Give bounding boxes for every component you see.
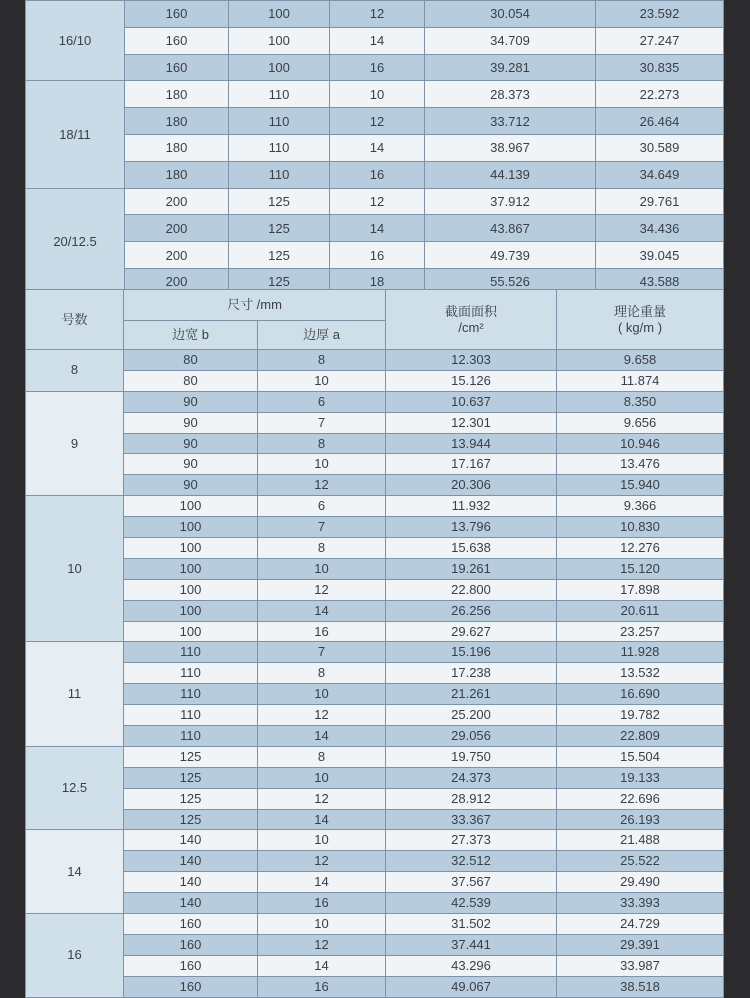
table-cell: 14: [258, 955, 386, 976]
table-cell: 180: [125, 108, 229, 135]
table-cell: 15.940: [557, 475, 724, 496]
table-cell: 80: [124, 350, 258, 371]
table-cell: 13.532: [557, 663, 724, 684]
table-cell: 26.464: [596, 108, 724, 135]
table-row: [26, 350, 724, 371]
table-cell: 200: [125, 268, 229, 295]
table-row: [26, 558, 724, 579]
table-row: [26, 579, 724, 600]
angle-number-cell: 20/12.5: [26, 188, 125, 295]
table-cell: 16.690: [557, 684, 724, 705]
table-cell: 125: [124, 746, 258, 767]
table-cell: 200: [125, 188, 229, 215]
table-cell: 6: [258, 496, 386, 517]
table-row: [26, 914, 724, 935]
table-cell: 8.350: [557, 391, 724, 412]
table-cell: 27.373: [386, 830, 557, 851]
table-cell: 100: [124, 600, 258, 621]
table-row: [26, 851, 724, 872]
table-cell: 43.867: [425, 215, 596, 242]
table-cell: 160: [125, 27, 229, 54]
table-cell: 15.196: [386, 642, 557, 663]
table-cell: 125: [124, 809, 258, 830]
table-cell: 49.739: [425, 242, 596, 269]
table-cell: 14: [258, 600, 386, 621]
table-cell: 14: [330, 27, 425, 54]
angle-number-cell: 11: [26, 642, 124, 746]
table-cell: 16: [258, 976, 386, 997]
table-cell: 10: [330, 81, 425, 108]
table-cell: 26.193: [557, 809, 724, 830]
table-cell: 180: [125, 161, 229, 188]
table-cell: 8: [258, 538, 386, 559]
table-cell: 160: [124, 914, 258, 935]
table-cell: 16: [258, 621, 386, 642]
angle-number-cell: 18/11: [26, 81, 125, 188]
table-cell: 30.589: [596, 134, 724, 161]
equal-angle-table-header: [26, 290, 724, 350]
table-cell: 34.436: [596, 215, 724, 242]
table-cell: 180: [125, 134, 229, 161]
table-cell: 100: [124, 517, 258, 538]
header-number: 号数: [26, 290, 124, 350]
table-cell: 31.502: [386, 914, 557, 935]
angle-number-cell: 10: [26, 496, 124, 642]
table-cell: 160: [124, 955, 258, 976]
table-row: [26, 433, 724, 454]
table-cell: 18: [330, 268, 425, 295]
table-cell: 12.276: [557, 538, 724, 559]
table-row: [26, 496, 724, 517]
table-row: [26, 955, 724, 976]
table-row: [26, 893, 724, 914]
table-cell: 16: [330, 54, 425, 81]
table-cell: 12: [330, 1, 425, 28]
angle-number-cell: 12.5: [26, 746, 124, 830]
table-cell: 140: [124, 830, 258, 851]
table-cell: 33.367: [386, 809, 557, 830]
table-cell: 10: [258, 558, 386, 579]
table-cell: 110: [124, 726, 258, 747]
table-cell: 12: [330, 188, 425, 215]
table-cell: 21.488: [557, 830, 724, 851]
angle-number-cell: 16: [26, 914, 124, 998]
unequal-angle-table-body: [26, 1, 724, 296]
table-cell: 140: [124, 872, 258, 893]
table-cell: 10: [258, 914, 386, 935]
table-row: [26, 788, 724, 809]
table-row: [26, 54, 724, 81]
table-row: [26, 81, 724, 108]
table-row: [26, 726, 724, 747]
table-cell: 125: [229, 215, 330, 242]
table-cell: 17.238: [386, 663, 557, 684]
table-cell: 27.247: [596, 27, 724, 54]
table-row: [26, 642, 724, 663]
header-area-line1: 截面面积: [445, 303, 498, 319]
table-cell: 180: [125, 81, 229, 108]
table-row: [26, 27, 724, 54]
table-cell: 110: [229, 108, 330, 135]
table-cell: 33.393: [557, 893, 724, 914]
table-row: [26, 188, 724, 215]
table-cell: 110: [124, 684, 258, 705]
table-cell: 17.898: [557, 579, 724, 600]
table-cell: 33.712: [425, 108, 596, 135]
table-row: [26, 242, 724, 269]
table-cell: 29.627: [386, 621, 557, 642]
equal-angle-table-body: [26, 350, 724, 998]
table-cell: 55.526: [425, 268, 596, 295]
table-cell: 11.928: [557, 642, 724, 663]
table-cell: 17.167: [386, 454, 557, 475]
table-cell: 8: [258, 663, 386, 684]
table-cell: 9.656: [557, 412, 724, 433]
table-cell: 100: [229, 54, 330, 81]
table-cell: 8: [258, 746, 386, 767]
table-cell: 37.912: [425, 188, 596, 215]
table-cell: 29.056: [386, 726, 557, 747]
table-cell: 110: [124, 642, 258, 663]
table-cell: 200: [125, 242, 229, 269]
table-cell: 22.273: [596, 81, 724, 108]
table-cell: 32.512: [386, 851, 557, 872]
table-cell: 140: [124, 851, 258, 872]
table-cell: 11.932: [386, 496, 557, 517]
table-cell: 23.592: [596, 1, 724, 28]
table-cell: 125: [124, 767, 258, 788]
table-cell: 22.696: [557, 788, 724, 809]
table-row: [26, 134, 724, 161]
table-cell: 90: [124, 475, 258, 496]
table-cell: 20.306: [386, 475, 557, 496]
table-cell: 16: [258, 893, 386, 914]
table-cell: 110: [229, 161, 330, 188]
table-cell: 37.567: [386, 872, 557, 893]
unequal-angle-table: [25, 0, 724, 296]
table-cell: 12: [258, 851, 386, 872]
table-cell: 160: [124, 934, 258, 955]
table-cell: 43.296: [386, 955, 557, 976]
table-cell: 44.139: [425, 161, 596, 188]
table-cell: 8: [258, 350, 386, 371]
table-cell: 10.830: [557, 517, 724, 538]
table-row: [26, 976, 724, 997]
table-cell: 9.658: [557, 350, 724, 371]
table-cell: 140: [124, 893, 258, 914]
table-cell: 39.045: [596, 242, 724, 269]
table-cell: 110: [229, 134, 330, 161]
table-cell: 33.987: [557, 955, 724, 976]
table-cell: 14: [258, 809, 386, 830]
table-cell: 19.261: [386, 558, 557, 579]
table-row: [26, 108, 724, 135]
table-cell: 19.133: [557, 767, 724, 788]
table-cell: 110: [229, 81, 330, 108]
table-cell: 14: [330, 215, 425, 242]
table-cell: 10: [258, 767, 386, 788]
table-cell: 100: [124, 496, 258, 517]
table-row: [26, 454, 724, 475]
table-cell: 10.946: [557, 433, 724, 454]
table-cell: 38.967: [425, 134, 596, 161]
table-row: [26, 475, 724, 496]
header-weight-line2: ( kg/m ): [617, 319, 663, 335]
table-cell: 23.257: [557, 621, 724, 642]
table-cell: 25.522: [557, 851, 724, 872]
table-cell: 100: [124, 538, 258, 559]
table-row: [26, 830, 724, 851]
table-cell: 29.391: [557, 934, 724, 955]
equal-angle-table: [25, 289, 724, 998]
table-cell: 13.944: [386, 433, 557, 454]
table-cell: 24.729: [557, 914, 724, 935]
table-cell: 15.504: [557, 746, 724, 767]
table-row: [26, 600, 724, 621]
table-cell: 12: [330, 108, 425, 135]
table-cell: 14: [258, 872, 386, 893]
table-cell: 42.539: [386, 893, 557, 914]
table-row: [26, 215, 724, 242]
table-row: [26, 412, 724, 433]
table-cell: 15.120: [557, 558, 724, 579]
table-cell: 90: [124, 412, 258, 433]
header-area: [386, 290, 557, 350]
table-cell: 39.281: [425, 54, 596, 81]
header-width: 边宽 b: [124, 321, 258, 350]
table-cell: 49.067: [386, 976, 557, 997]
table-cell: 160: [124, 976, 258, 997]
table-cell: 100: [124, 621, 258, 642]
table-row: [26, 809, 724, 830]
table-cell: 28.373: [425, 81, 596, 108]
table-cell: 12.301: [386, 412, 557, 433]
table-cell: 100: [229, 1, 330, 28]
table-row: [26, 538, 724, 559]
table-row: [26, 621, 724, 642]
table-cell: 90: [124, 433, 258, 454]
table-cell: 16: [330, 242, 425, 269]
angle-number-cell: 14: [26, 830, 124, 914]
table-cell: 20.611: [557, 600, 724, 621]
table-cell: 11.874: [557, 370, 724, 391]
table-cell: 28.912: [386, 788, 557, 809]
table-cell: 22.800: [386, 579, 557, 600]
table-cell: 10: [258, 454, 386, 475]
table-cell: 14: [258, 726, 386, 747]
table-cell: 7: [258, 642, 386, 663]
table-cell: 90: [124, 391, 258, 412]
table-cell: 100: [229, 27, 330, 54]
table-cell: 34.649: [596, 161, 724, 188]
angle-number-cell: 9: [26, 391, 124, 495]
table-cell: 37.441: [386, 934, 557, 955]
table-row: [26, 663, 724, 684]
table-cell: 10: [258, 684, 386, 705]
table-cell: 12: [258, 705, 386, 726]
table-cell: 125: [124, 788, 258, 809]
table-cell: 110: [124, 663, 258, 684]
table-cell: 10: [258, 370, 386, 391]
table-row: [26, 1, 724, 28]
table-cell: 13.796: [386, 517, 557, 538]
table-cell: 43.588: [596, 268, 724, 295]
table-cell: 15.126: [386, 370, 557, 391]
table-cell: 12: [258, 579, 386, 600]
table-cell: 25.200: [386, 705, 557, 726]
table-cell: 80: [124, 370, 258, 391]
table-cell: 100: [124, 558, 258, 579]
table-cell: 12: [258, 475, 386, 496]
table-cell: 125: [229, 188, 330, 215]
table-cell: 24.373: [386, 767, 557, 788]
table-cell: 7: [258, 412, 386, 433]
table-cell: 200: [125, 215, 229, 242]
table-row: [26, 934, 724, 955]
header-weight-line1: 理论重量: [614, 303, 667, 319]
table-cell: 160: [125, 54, 229, 81]
table-cell: 100: [124, 579, 258, 600]
table-cell: 12: [258, 788, 386, 809]
table-row: [26, 872, 724, 893]
table-row: [26, 370, 724, 391]
table-cell: 29.490: [557, 872, 724, 893]
table-cell: 30.835: [596, 54, 724, 81]
table-cell: 38.518: [557, 976, 724, 997]
header-size: 尺寸 /mm: [124, 290, 386, 321]
table-cell: 8: [258, 433, 386, 454]
table-cell: 13.476: [557, 454, 724, 475]
table-cell: 6: [258, 391, 386, 412]
table-cell: 19.782: [557, 705, 724, 726]
table-cell: 160: [125, 1, 229, 28]
table-row: [26, 161, 724, 188]
table-row: [26, 517, 724, 538]
table-cell: 90: [124, 454, 258, 475]
table-cell: 7: [258, 517, 386, 538]
angle-number-cell: 8: [26, 350, 124, 392]
table-cell: 9.366: [557, 496, 724, 517]
table-row: [26, 684, 724, 705]
table-cell: 110: [124, 705, 258, 726]
table-row: [26, 391, 724, 412]
table-row: [26, 746, 724, 767]
angle-number-cell: 16/10: [26, 1, 125, 81]
table-cell: 10: [258, 830, 386, 851]
table-cell: 12.303: [386, 350, 557, 371]
table-cell: 21.261: [386, 684, 557, 705]
table-cell: 12: [258, 934, 386, 955]
table-cell: 22.809: [557, 726, 724, 747]
table-row: [26, 705, 724, 726]
table-cell: 10.637: [386, 391, 557, 412]
table-cell: 26.256: [386, 600, 557, 621]
table-cell: 125: [229, 242, 330, 269]
header-thickness: 边厚 a: [258, 321, 386, 350]
table-cell: 29.761: [596, 188, 724, 215]
table-cell: 15.638: [386, 538, 557, 559]
table-cell: 16: [330, 161, 425, 188]
table-row: [26, 767, 724, 788]
header-area-line2: /cm²: [458, 319, 484, 335]
table-cell: 14: [330, 134, 425, 161]
table-cell: 125: [229, 268, 330, 295]
table-cell: 19.750: [386, 746, 557, 767]
table-cell: 30.054: [425, 1, 596, 28]
table-cell: 34.709: [425, 27, 596, 54]
header-weight: [557, 290, 724, 350]
